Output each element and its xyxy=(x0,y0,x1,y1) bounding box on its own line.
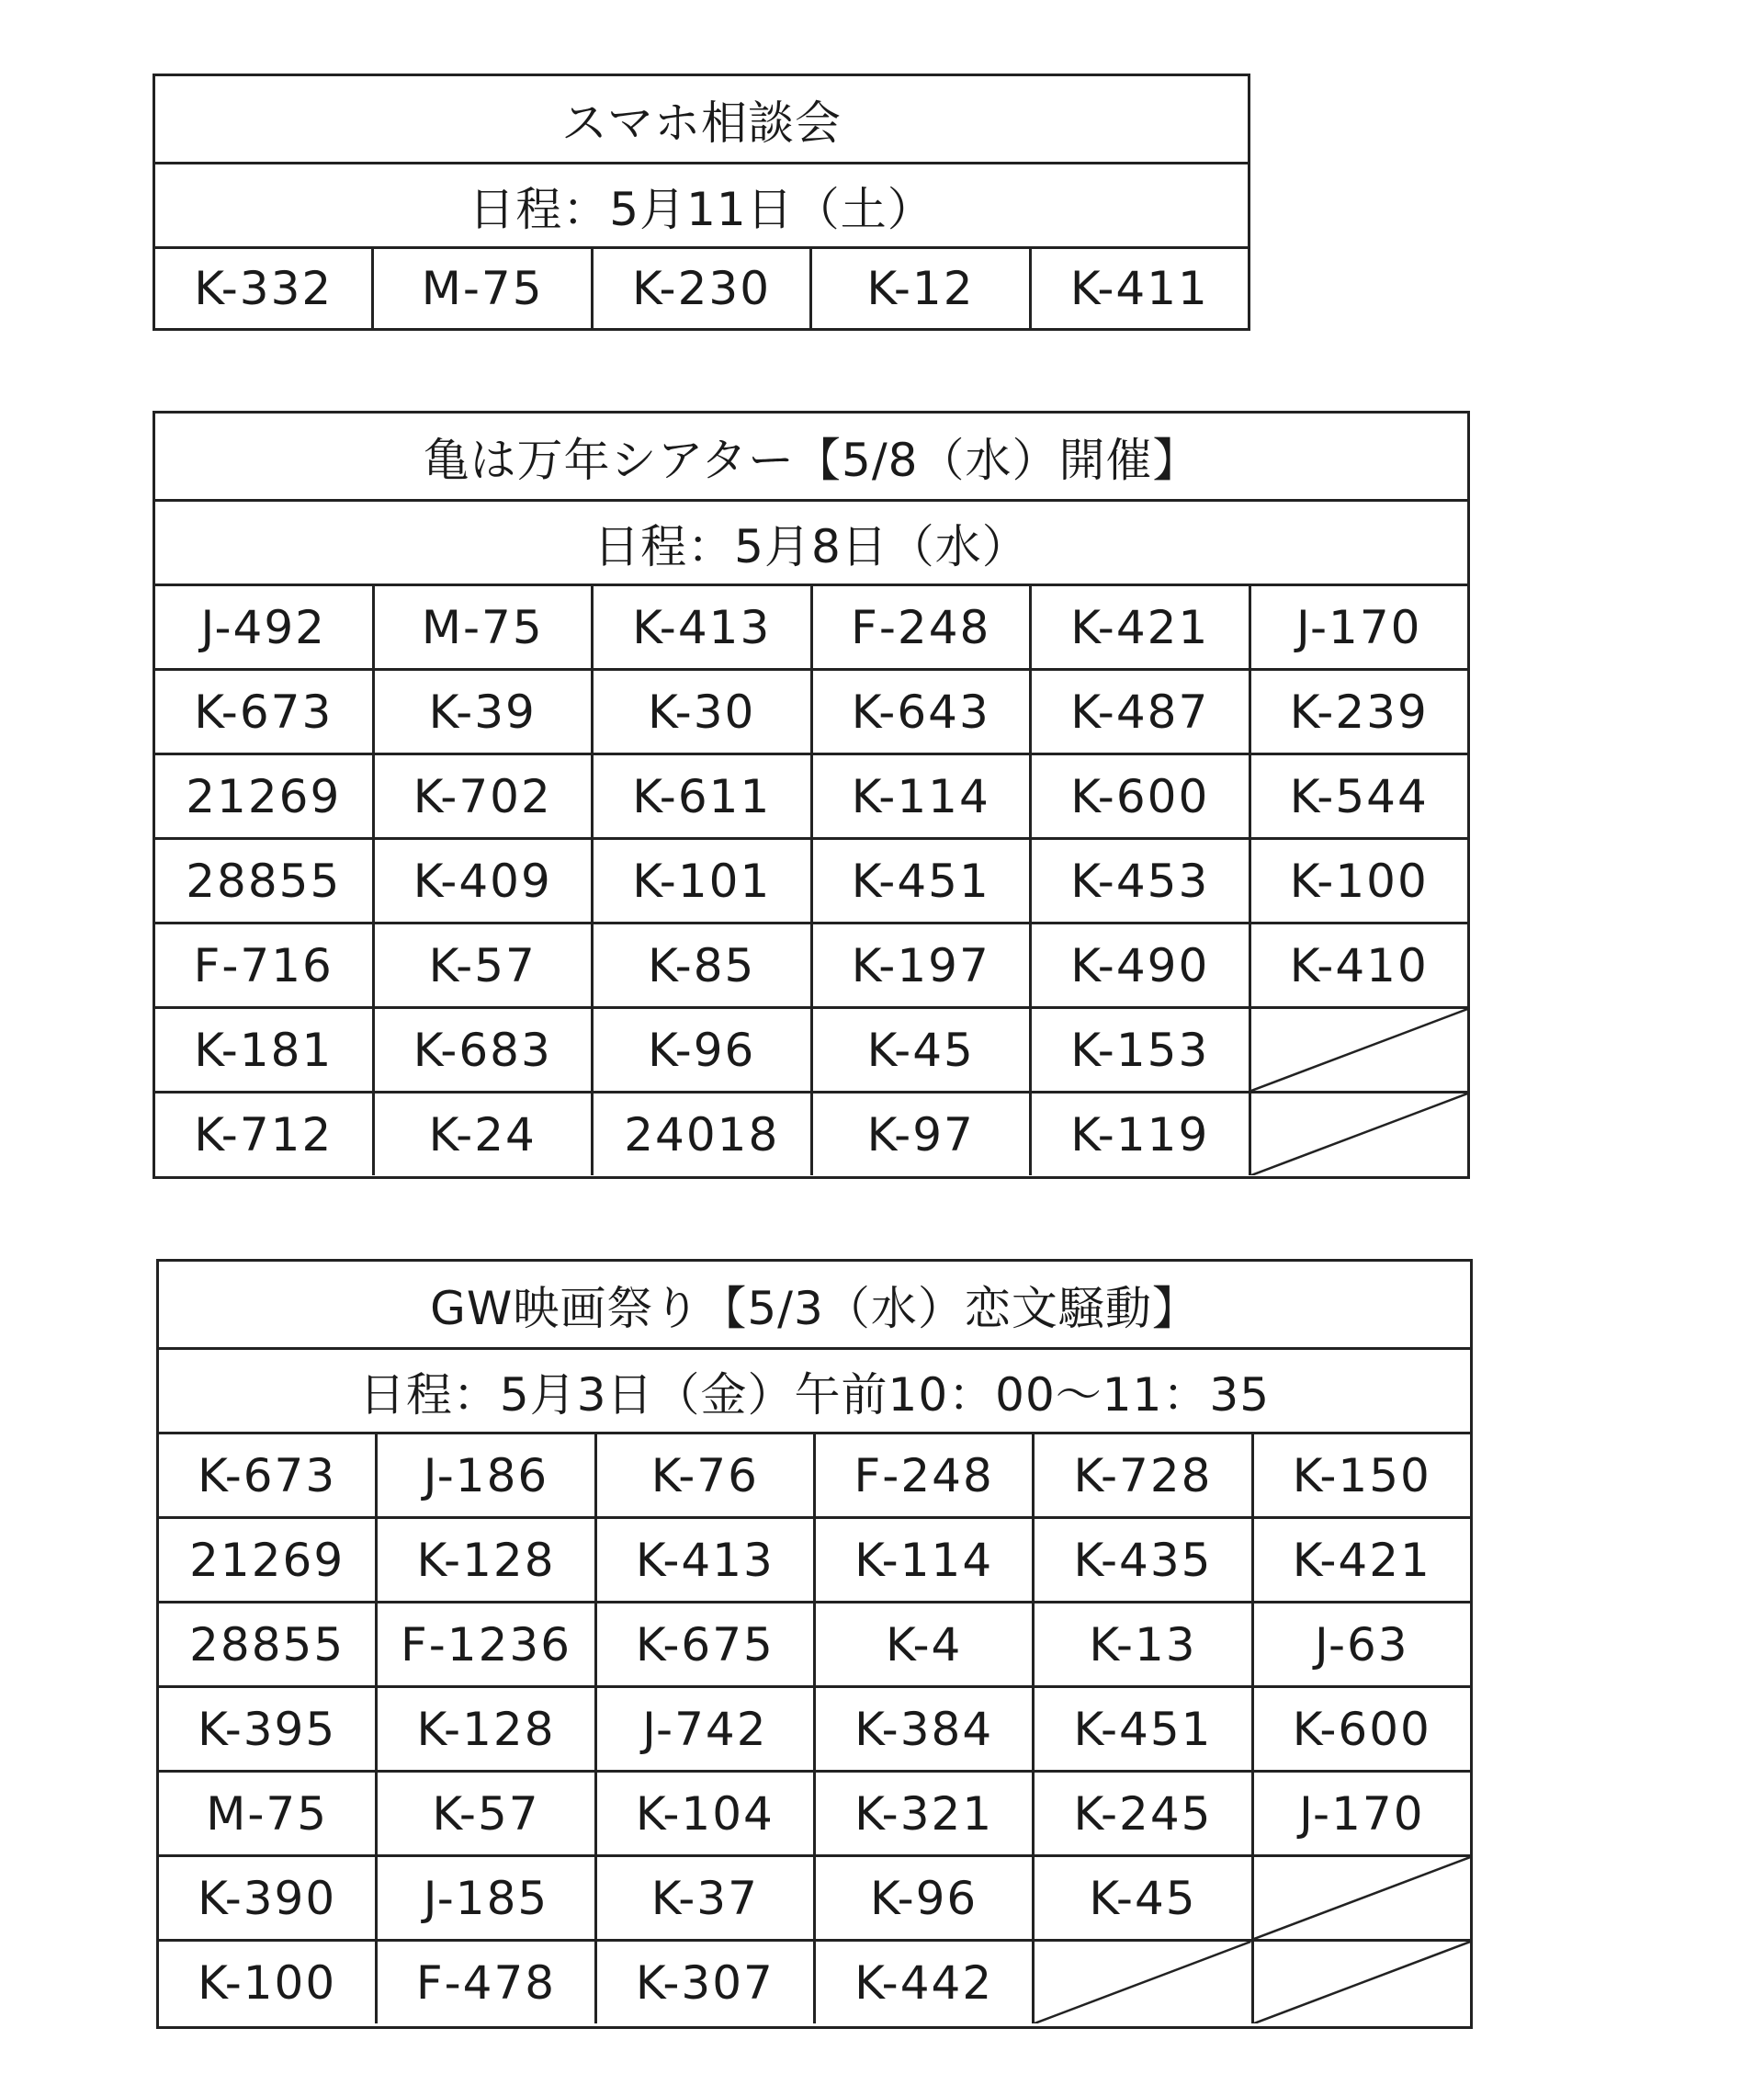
table-cell: M-75 xyxy=(206,1786,329,1841)
table-cell: 28855 xyxy=(186,854,342,908)
table-cell: K-544 xyxy=(1249,755,1468,837)
table-cell: 21269 xyxy=(186,769,342,823)
table-cell: 28855 xyxy=(189,1617,345,1671)
table-cell: K-611 xyxy=(591,755,810,837)
table-cell: K-490 xyxy=(1029,924,1249,1006)
table-cell: K-12 xyxy=(809,249,1028,328)
table-cell: K-421 xyxy=(1029,586,1249,668)
table-cell: F-248 xyxy=(810,586,1030,668)
table-row xyxy=(159,1939,1470,2023)
empty-cell-slash xyxy=(1249,1093,1468,1175)
table-cell: K-390 xyxy=(198,1871,337,1925)
table-cell: K-321 xyxy=(813,1773,1032,1854)
table-cell: K-100 xyxy=(198,1955,337,2010)
table-cell: K-24 xyxy=(372,1093,592,1175)
table-cell: K-675 xyxy=(594,1603,813,1685)
table-cell: K-101 xyxy=(591,840,810,922)
empty-cell-slash xyxy=(1251,1857,1470,1939)
table-cell: K-30 xyxy=(591,671,810,753)
table-row xyxy=(155,753,1467,837)
table-row xyxy=(155,584,1467,668)
table-cell: K-230 xyxy=(591,249,809,328)
table-date: 日程：5月11日（土） xyxy=(469,182,934,236)
table-cell: K-128 xyxy=(375,1688,594,1770)
table-cell: K-600 xyxy=(1029,755,1249,837)
table-cell: K-97 xyxy=(810,1093,1030,1175)
table-cell: K-673 xyxy=(194,685,334,739)
table-row xyxy=(155,668,1467,753)
table-cell: K-395 xyxy=(198,1702,337,1756)
table-date-row xyxy=(155,162,1248,246)
table-cell: K-728 xyxy=(1032,1434,1250,1516)
table-row xyxy=(155,1006,1467,1091)
table-cell: K-411 xyxy=(1029,249,1248,328)
table-cell: J-185 xyxy=(375,1857,594,1939)
table-cell: K-96 xyxy=(591,1009,810,1091)
table-title: 亀は万年シアター【5/8（水）開催】 xyxy=(423,433,1200,487)
table-cell: K-96 xyxy=(813,1857,1032,1939)
table-cell: K-673 xyxy=(198,1448,337,1502)
table-cell: K-37 xyxy=(594,1857,813,1939)
table-cell: K-332 xyxy=(194,262,334,315)
table-cell: K-442 xyxy=(813,1942,1032,2023)
table-date: 日程：5月3日（金）午前10：00～11：35 xyxy=(358,1367,1271,1422)
table-title: スマホ相談会 xyxy=(561,96,842,150)
table-cell: K-643 xyxy=(810,671,1030,753)
table-cell: K-85 xyxy=(591,924,810,1006)
table-row xyxy=(155,246,1248,328)
table-cell: K-104 xyxy=(594,1773,813,1854)
table-cell: F-1236 xyxy=(375,1603,594,1685)
table-cell: K-702 xyxy=(372,755,592,837)
table-row xyxy=(159,1432,1470,1516)
table-row xyxy=(155,837,1467,922)
table-cell: K-128 xyxy=(375,1519,594,1601)
table-date-row xyxy=(159,1347,1470,1432)
table-cell: K-57 xyxy=(375,1773,594,1854)
table-cell: K-114 xyxy=(813,1519,1032,1601)
table-row xyxy=(155,1091,1467,1175)
table-cell: J-170 xyxy=(1251,1773,1470,1854)
table-cell: K-712 xyxy=(194,1107,334,1161)
table-cell: J-492 xyxy=(200,600,326,654)
table-cell: K-4 xyxy=(813,1603,1032,1685)
table-cell: K-435 xyxy=(1032,1519,1250,1601)
table-cell: J-186 xyxy=(375,1434,594,1516)
table-smartphone-consultation xyxy=(153,74,1250,331)
table-row xyxy=(159,1601,1470,1685)
table-gw-film-festival xyxy=(156,1259,1473,2029)
table-cell: K-150 xyxy=(1251,1434,1470,1516)
table-date-row xyxy=(155,499,1467,584)
table-cell: F-716 xyxy=(193,938,334,992)
table-cell: K-114 xyxy=(810,755,1030,837)
table-row xyxy=(159,1854,1470,1939)
table-date: 日程：5月8日（水） xyxy=(594,519,1029,573)
table-cell: K-600 xyxy=(1251,1688,1470,1770)
table-cell: M-75 xyxy=(371,249,590,328)
table-cell: K-451 xyxy=(1032,1688,1250,1770)
table-cell: K-181 xyxy=(194,1023,334,1077)
table-cell: K-45 xyxy=(810,1009,1030,1091)
table-theater xyxy=(153,411,1470,1179)
table-cell: J-63 xyxy=(1251,1603,1470,1685)
table-cell: K-453 xyxy=(1029,840,1249,922)
table-cell: K-421 xyxy=(1251,1519,1470,1601)
table-cell: K-100 xyxy=(1249,840,1468,922)
table-cell: K-413 xyxy=(591,586,810,668)
empty-cell-slash xyxy=(1251,1942,1470,2023)
table-cell: M-75 xyxy=(372,586,592,668)
table-cell: K-683 xyxy=(372,1009,592,1091)
table-cell: J-742 xyxy=(594,1688,813,1770)
table-cell: F-478 xyxy=(375,1942,594,2023)
table-cell: K-413 xyxy=(594,1519,813,1601)
table-cell: K-239 xyxy=(1249,671,1468,753)
table-cell: K-451 xyxy=(810,840,1030,922)
table-title-row xyxy=(155,76,1248,162)
table-cell: K-197 xyxy=(810,924,1030,1006)
table-cell: K-409 xyxy=(372,840,592,922)
table-cell: K-45 xyxy=(1032,1857,1250,1939)
empty-cell-slash xyxy=(1249,1009,1468,1091)
table-cell: K-119 xyxy=(1029,1093,1249,1175)
table-cell: K-307 xyxy=(594,1942,813,2023)
table-cell: K-13 xyxy=(1032,1603,1250,1685)
table-row xyxy=(159,1685,1470,1770)
table-cell: K-410 xyxy=(1249,924,1468,1006)
table-row xyxy=(159,1516,1470,1601)
table-title: GW映画祭り【5/3（水）恋文騒動】 xyxy=(430,1281,1199,1335)
table-row xyxy=(159,1770,1470,1854)
table-cell: 21269 xyxy=(189,1533,345,1587)
table-cell: K-57 xyxy=(372,924,592,1006)
table-title-row xyxy=(159,1262,1470,1347)
table-title-row xyxy=(155,414,1467,499)
table-cell: J-170 xyxy=(1249,586,1468,668)
table-cell: 24018 xyxy=(591,1093,810,1175)
table-cell: K-153 xyxy=(1029,1009,1249,1091)
table-cell: K-384 xyxy=(813,1688,1032,1770)
table-cell: F-248 xyxy=(813,1434,1032,1516)
empty-cell-slash xyxy=(1032,1942,1250,2023)
table-cell: K-245 xyxy=(1032,1773,1250,1854)
table-cell: K-76 xyxy=(594,1434,813,1516)
table-cell: K-487 xyxy=(1029,671,1249,753)
table-row xyxy=(155,922,1467,1006)
table-cell: K-39 xyxy=(372,671,592,753)
